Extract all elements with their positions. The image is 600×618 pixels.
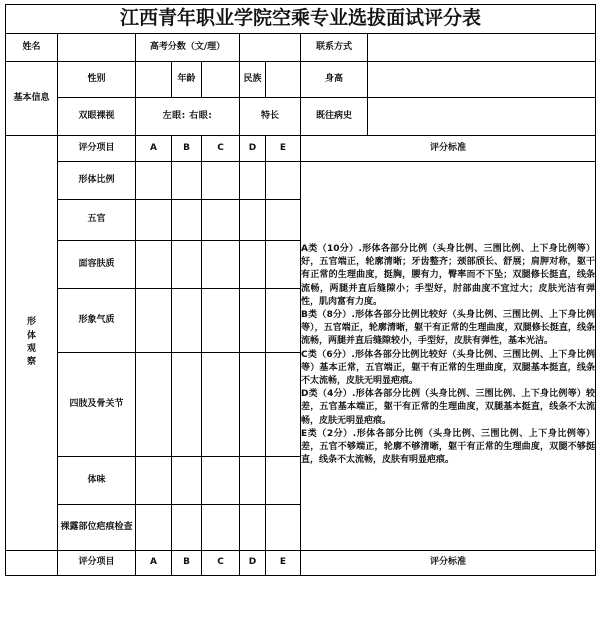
score-cell-6-e[interactable] <box>266 504 301 550</box>
score-cell-4-a[interactable] <box>136 352 172 456</box>
age-label: 年龄 <box>172 61 202 97</box>
score-cell-6-b[interactable] <box>172 504 202 550</box>
page-title: 江西青年职业学院空乘专业选拔面试评分表 <box>6 5 596 34</box>
score-cell-4-c[interactable] <box>202 352 240 456</box>
score-cell-2-e[interactable] <box>266 240 301 288</box>
criteria-header: 评分标准 <box>301 135 596 161</box>
score-cell-6-c[interactable] <box>202 504 240 550</box>
footer-grade-column-header-d: D <box>240 550 266 575</box>
eyesight-label: 双眼裸视 <box>58 97 136 135</box>
scoring-section-label-char-2: 体 <box>26 330 36 341</box>
footer-grade-column-header-a: A <box>136 550 172 575</box>
criteria-grade-c: C类（6分）.形体各部分比例比较好（头身比例、三围比例、上下身比例等）基本正常，五官端正，躯干有正常的生理曲度，双腿基本挺直，线条不太流畅，皮肤无明显疤痕。 <box>301 349 596 386</box>
score-cell-2-b[interactable] <box>172 240 202 288</box>
score-cell-5-c[interactable] <box>202 456 240 504</box>
basic-info-row-1 <box>6 61 596 97</box>
footer-criteria-header: 评分标准 <box>301 550 596 575</box>
grade-column-header-b: B <box>172 135 202 161</box>
scoring-section-label-char-3: 观 <box>26 343 36 354</box>
score-cell-3-c[interactable] <box>202 288 240 352</box>
basic-info-section-label: 基本信息 <box>6 61 58 135</box>
footer-grade-column-header-e: E <box>266 550 301 575</box>
scoring-item-label-5: 体味 <box>58 456 136 504</box>
score-cell-1-e[interactable] <box>266 199 301 240</box>
eyesight-value-field[interactable]: 左眼: 右眼: <box>136 97 240 135</box>
contact-label: 联系方式 <box>301 33 368 61</box>
name-row <box>6 33 596 61</box>
gender-value-field[interactable] <box>136 61 172 97</box>
scoring-item-header: 评分项目 <box>58 135 136 161</box>
score-cell-0-a[interactable] <box>136 161 172 199</box>
grade-column-header-a: A <box>136 135 172 161</box>
footer-item-header: 评分项目 <box>58 550 136 575</box>
age-value-field[interactable] <box>202 61 240 97</box>
height-label: 身高 <box>301 61 368 97</box>
score-cell-0-b[interactable] <box>172 161 202 199</box>
scoring-item-label-3: 形象气质 <box>58 288 136 352</box>
score-cell-0-c[interactable] <box>202 161 240 199</box>
score-cell-3-a[interactable] <box>136 288 172 352</box>
criteria-grade-b: B类（8分）.形体各部分比例比较好（头身比例、三围比例、上下身比例等），五官端正，轮廓清晰，躯干有正常的生理曲度，双腿修长挺直，线条流畅，两腿并直后缝隙较小，手型好，皮肤有弹性，基本光洁。 <box>301 310 596 347</box>
medical-history-value-field[interactable] <box>368 97 596 135</box>
scoring-section-label-char-1: 形 <box>26 317 36 328</box>
scoring-item-label-1: 五官 <box>58 199 136 240</box>
score-cell-6-d[interactable] <box>240 504 266 550</box>
exam-score-value-field[interactable] <box>240 33 301 61</box>
score-cell-5-b[interactable] <box>172 456 202 504</box>
score-cell-5-e[interactable] <box>266 456 301 504</box>
score-cell-3-e[interactable] <box>266 288 301 352</box>
score-cell-2-d[interactable] <box>240 240 266 288</box>
score-cell-5-d[interactable] <box>240 456 266 504</box>
evaluation-form-table <box>5 4 596 576</box>
nation-label: 民族 <box>240 61 266 97</box>
score-cell-2-a[interactable] <box>136 240 172 288</box>
title-row <box>6 5 596 34</box>
nation-value-field[interactable] <box>266 61 301 97</box>
scoring-item-label-2: 面容肤质 <box>58 240 136 288</box>
basic-info-row-2 <box>6 97 596 135</box>
score-cell-4-b[interactable] <box>172 352 202 456</box>
scoring-section-label <box>6 135 58 550</box>
medical-history-label: 既往病史 <box>301 97 368 135</box>
criteria-text-block <box>301 161 596 550</box>
score-cell-1-b[interactable] <box>172 199 202 240</box>
score-cell-6-a[interactable] <box>136 504 172 550</box>
score-cell-5-a[interactable] <box>136 456 172 504</box>
footer-header-row <box>6 550 596 575</box>
score-cell-4-d[interactable] <box>240 352 266 456</box>
footer-grade-column-header-c: C <box>202 550 240 575</box>
exam-score-label: 高考分数（文/理） <box>136 33 240 61</box>
name-label: 姓名 <box>6 33 58 61</box>
height-value-field[interactable] <box>368 61 596 97</box>
footer-section-spacer <box>6 550 58 575</box>
score-cell-1-a[interactable] <box>136 199 172 240</box>
score-cell-2-c[interactable] <box>202 240 240 288</box>
scoring-item-label-0: 形体比例 <box>58 161 136 199</box>
footer-grade-column-header-b: B <box>172 550 202 575</box>
score-cell-1-c[interactable] <box>202 199 240 240</box>
grade-column-header-d: D <box>240 135 266 161</box>
gender-label: 性别 <box>58 61 136 97</box>
score-cell-3-d[interactable] <box>240 288 266 352</box>
score-cell-3-b[interactable] <box>172 288 202 352</box>
criteria-grade-e: E类（2分）.形体各部分比例（头身比例、三围比例、上下身比例等）差，五官不够端正，轮廓不够清晰，躯干有正常的生理曲度，双腿不够挺直，线条不太流畅，皮肤有明显疤痕。 <box>301 429 596 466</box>
grade-column-header-c: C <box>202 135 240 161</box>
scoring-row-body-proportion <box>6 161 596 199</box>
scoring-section-label-char-4: 察 <box>26 356 36 367</box>
score-cell-0-e[interactable] <box>266 161 301 199</box>
scoring-header-row <box>6 135 596 161</box>
criteria-grade-a: A类（10分）.形体各部分比例（头身比例、三围比例、上下身比例等）好，五官端正，轮廓清晰；牙齿整齐；颈部颀长、舒展；肩胛对称，躯干有正常的生理曲度，挺胸，腰有力，臀率而不下坠；双腿修长挺直，线条流畅，两腿并直后缝隙小；手型好，肘部曲度不宜过大；皮肤光洁有弹性，肌肉富有力度。 <box>301 244 596 307</box>
name-value-field[interactable] <box>58 33 136 61</box>
specialty-label: 特长 <box>240 97 301 135</box>
score-cell-4-e[interactable] <box>266 352 301 456</box>
scoring-item-label-6: 裸露部位疤痕检查 <box>58 504 136 550</box>
contact-value-field[interactable] <box>368 33 596 61</box>
score-cell-1-d[interactable] <box>240 199 266 240</box>
score-cell-0-d[interactable] <box>240 161 266 199</box>
grade-column-header-e: E <box>266 135 301 161</box>
scoring-item-label-4: 四肢及骨关节 <box>58 352 136 456</box>
criteria-grade-d: D类（4分）.形体各部分比例（头身比例、三围比例、上下身比例等）较差，五官基本端正，躯干有正常的生理曲度，双腿基本挺直，线条不太流畅，皮肤无明显疤痕。 <box>301 389 596 426</box>
